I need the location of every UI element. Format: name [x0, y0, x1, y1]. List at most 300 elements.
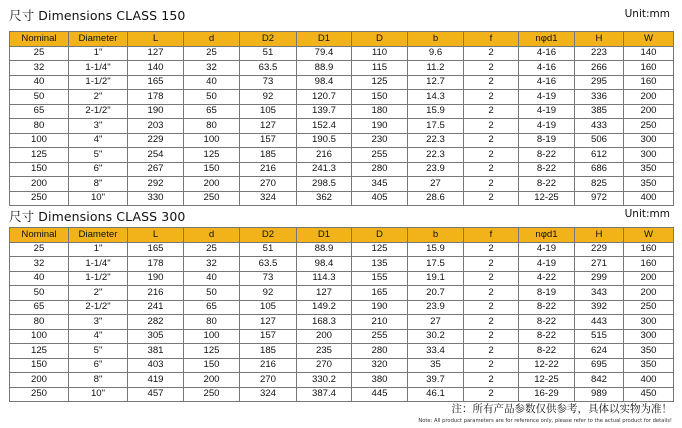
- table-cell: 19.1: [408, 271, 464, 286]
- column-header: Nominal: [10, 32, 69, 47]
- table-cell: 989: [575, 387, 624, 402]
- table-cell: 405: [352, 191, 408, 206]
- table-cell: 73: [240, 271, 297, 286]
- table-cell: 125: [184, 344, 240, 359]
- table-cell: 350: [624, 177, 674, 192]
- table-cell: 200: [624, 104, 674, 119]
- table-cell: 10": [69, 387, 128, 402]
- table-cell: 2: [464, 191, 519, 206]
- table-cell: 1-1/2": [69, 271, 128, 286]
- table-cell: 350: [624, 344, 674, 359]
- table-cell: 2: [464, 177, 519, 192]
- table-cell: 63.5: [240, 61, 297, 76]
- table-cell: 254: [128, 148, 184, 163]
- table-cell: 345: [352, 177, 408, 192]
- column-header: L: [128, 32, 184, 47]
- table-cell: 100: [184, 329, 240, 344]
- table-cell: 27: [408, 315, 464, 330]
- table-cell: 343: [575, 286, 624, 301]
- table-cell: 300: [624, 329, 674, 344]
- table-cell: 292: [128, 177, 184, 192]
- table-cell: 506: [575, 133, 624, 148]
- column-header: D2: [240, 32, 297, 47]
- table-cell: 51: [240, 46, 297, 61]
- column-header: f: [464, 32, 519, 47]
- table-cell: 88.9: [297, 61, 352, 76]
- table-cell: 270: [240, 177, 297, 192]
- table-cell: 160: [624, 61, 674, 76]
- table-cell: 92: [240, 286, 297, 301]
- table-row: [10, 148, 674, 163]
- class-300-title: 尺寸 Dimensions CLASS 300: [9, 209, 186, 224]
- table-cell: 330.2: [297, 373, 352, 388]
- table-cell: 20.7: [408, 286, 464, 301]
- table-cell: 157: [240, 329, 297, 344]
- table-cell: 4": [69, 329, 128, 344]
- table-cell: 35: [408, 358, 464, 373]
- table-cell: 28.6: [408, 191, 464, 206]
- table-cell: 8-19: [519, 286, 575, 301]
- table-cell: 50: [184, 90, 240, 105]
- table-cell: 2: [464, 358, 519, 373]
- table-cell: 8-19: [519, 133, 575, 148]
- class-150-title: 尺寸 Dimensions CLASS 150: [9, 8, 186, 23]
- table-cell: 2: [464, 373, 519, 388]
- table-cell: 127: [297, 286, 352, 301]
- table-row: [10, 191, 674, 206]
- table-cell: 63.5: [240, 257, 297, 272]
- table-cell: 229: [128, 133, 184, 148]
- table-cell: 2: [464, 61, 519, 76]
- column-header: H: [575, 32, 624, 47]
- table-cell: 255: [352, 148, 408, 163]
- table-cell: 180: [352, 104, 408, 119]
- table-cell: 190: [352, 119, 408, 134]
- table-cell: 403: [128, 358, 184, 373]
- table-cell: 2: [464, 90, 519, 105]
- table-cell: 8": [69, 373, 128, 388]
- table-row: [10, 119, 674, 134]
- column-header: L: [128, 228, 184, 243]
- column-header: d: [184, 228, 240, 243]
- table-cell: 32: [184, 257, 240, 272]
- table-cell: 267: [128, 162, 184, 177]
- table-cell: 443: [575, 315, 624, 330]
- table-cell: 1-1/2": [69, 75, 128, 90]
- table-row: [10, 242, 674, 257]
- table-cell: 22.3: [408, 133, 464, 148]
- table-cell: 400: [624, 373, 674, 388]
- table-row: [10, 133, 674, 148]
- column-header: Nominal: [10, 228, 69, 243]
- table-cell: 250: [184, 191, 240, 206]
- table-cell: 12-25: [519, 373, 575, 388]
- table-cell: 4-16: [519, 75, 575, 90]
- table-row: [10, 387, 674, 402]
- table-cell: 387.4: [297, 387, 352, 402]
- table-cell: 200: [624, 286, 674, 301]
- table-row: [10, 177, 674, 192]
- table-cell: 300: [624, 133, 674, 148]
- table-cell: 80: [10, 119, 69, 134]
- table-cell: 127: [240, 119, 297, 134]
- table-cell: 203: [128, 119, 184, 134]
- table-cell: 229: [575, 242, 624, 257]
- column-header: D1: [297, 228, 352, 243]
- table-cell: 612: [575, 148, 624, 163]
- table-cell: 400: [624, 191, 674, 206]
- table-cell: 65: [10, 104, 69, 119]
- table-cell: 362: [297, 191, 352, 206]
- table-cell: 100: [184, 133, 240, 148]
- table-cell: 299: [575, 271, 624, 286]
- table-cell: 149.2: [297, 300, 352, 315]
- table-cell: 200: [10, 177, 69, 192]
- table-cell: 114.3: [297, 271, 352, 286]
- column-header: D: [352, 228, 408, 243]
- table-cell: 300: [624, 148, 674, 163]
- table-row: [10, 373, 674, 388]
- table-row: [10, 300, 674, 315]
- table-cell: 842: [575, 373, 624, 388]
- table-cell: 280: [352, 344, 408, 359]
- table-cell: 1-1/4": [69, 257, 128, 272]
- table-cell: 230: [352, 133, 408, 148]
- table-cell: 324: [240, 387, 297, 402]
- table-cell: 15.9: [408, 242, 464, 257]
- table-cell: 385: [575, 104, 624, 119]
- table-cell: 2: [464, 257, 519, 272]
- table-cell: 4": [69, 133, 128, 148]
- table-cell: 155: [352, 271, 408, 286]
- table-cell: 8-22: [519, 300, 575, 315]
- table-cell: 4-19: [519, 257, 575, 272]
- table-cell: 127: [128, 46, 184, 61]
- table-cell: 33.4: [408, 344, 464, 359]
- table-cell: 2: [464, 46, 519, 61]
- table-cell: 8-22: [519, 162, 575, 177]
- table-cell: 1": [69, 46, 128, 61]
- table-cell: 115: [352, 61, 408, 76]
- disclaimer-note: 注：所有产品参数仅供参考，具体以实物为准！: [451, 403, 672, 415]
- table-cell: 457: [128, 387, 184, 402]
- table-cell: 98.4: [297, 257, 352, 272]
- table-cell: 100: [10, 329, 69, 344]
- table-cell: 419: [128, 373, 184, 388]
- table-cell: 127: [240, 315, 297, 330]
- table-cell: 295: [575, 75, 624, 90]
- table-cell: 165: [128, 242, 184, 257]
- table-cell: 32: [184, 61, 240, 76]
- table-cell: 2: [464, 148, 519, 163]
- table-cell: 15.9: [408, 104, 464, 119]
- table-cell: 157: [240, 133, 297, 148]
- table-cell: 4-19: [519, 242, 575, 257]
- table-cell: 515: [575, 329, 624, 344]
- table-cell: 216: [240, 358, 297, 373]
- table-cell: 150: [10, 162, 69, 177]
- table-cell: 270: [297, 358, 352, 373]
- column-header: H: [575, 228, 624, 243]
- table-cell: 255: [352, 329, 408, 344]
- table-cell: 298.5: [297, 177, 352, 192]
- column-header: b: [408, 228, 464, 243]
- table-cell: 165: [128, 75, 184, 90]
- table-cell: 2: [464, 344, 519, 359]
- table-row: [10, 46, 674, 61]
- table-cell: 250: [10, 387, 69, 402]
- table-row: [10, 344, 674, 359]
- table-cell: 17.5: [408, 257, 464, 272]
- table-cell: 23.9: [408, 300, 464, 315]
- table-cell: 282: [128, 315, 184, 330]
- table-cell: 135: [352, 257, 408, 272]
- table-cell: 235: [297, 344, 352, 359]
- table-cell: 350: [624, 162, 674, 177]
- table-row: [10, 358, 674, 373]
- table-cell: 50: [10, 286, 69, 301]
- table-cell: 80: [10, 315, 69, 330]
- table-cell: 2: [464, 315, 519, 330]
- table-cell: 32: [10, 61, 69, 76]
- table-cell: 250: [10, 191, 69, 206]
- column-header: W: [624, 228, 674, 243]
- table-cell: 152.4: [297, 119, 352, 134]
- table-cell: 825: [575, 177, 624, 192]
- table-cell: 392: [575, 300, 624, 315]
- table-cell: 4-16: [519, 46, 575, 61]
- column-header: Diameter: [69, 32, 128, 47]
- table-cell: 4-19: [519, 104, 575, 119]
- table-cell: 98.4: [297, 75, 352, 90]
- table-cell: 445: [352, 387, 408, 402]
- table-cell: 4-22: [519, 271, 575, 286]
- table-cell: 40: [10, 75, 69, 90]
- table-cell: 105: [240, 300, 297, 315]
- table-cell: 241.3: [297, 162, 352, 177]
- table-cell: 12.7: [408, 75, 464, 90]
- table-cell: 50: [10, 90, 69, 105]
- table-cell: 3": [69, 119, 128, 134]
- table-cell: 160: [624, 257, 674, 272]
- table-cell: 2: [464, 300, 519, 315]
- table-cell: 2: [464, 387, 519, 402]
- table-cell: 150: [184, 358, 240, 373]
- table-row: [10, 104, 674, 119]
- table-cell: 11.2: [408, 61, 464, 76]
- table-cell: 4-19: [519, 90, 575, 105]
- table-cell: 178: [128, 90, 184, 105]
- table-cell: 12-22: [519, 358, 575, 373]
- table-cell: 165: [352, 286, 408, 301]
- column-header: W: [624, 32, 674, 47]
- table-cell: 4-19: [519, 119, 575, 134]
- table-cell: 686: [575, 162, 624, 177]
- column-header: Diameter: [69, 228, 128, 243]
- table-cell: 2: [464, 286, 519, 301]
- table-cell: 433: [575, 119, 624, 134]
- table-cell: 336: [575, 90, 624, 105]
- table-cell: 2-1/2": [69, 104, 128, 119]
- table-cell: 51: [240, 242, 297, 257]
- column-header: d: [184, 32, 240, 47]
- table-row: [10, 315, 674, 330]
- table-cell: 32: [10, 257, 69, 272]
- table-cell: 5": [69, 344, 128, 359]
- table-cell: 88.9: [297, 242, 352, 257]
- table-cell: 190: [128, 271, 184, 286]
- table-cell: 25: [10, 46, 69, 61]
- table-cell: 23.9: [408, 162, 464, 177]
- table-row: [10, 61, 674, 76]
- table-cell: 266: [575, 61, 624, 76]
- table-cell: 2": [69, 90, 128, 105]
- table-cell: 178: [128, 257, 184, 272]
- table-row: [10, 257, 674, 272]
- table-row: [10, 286, 674, 301]
- column-header: f: [464, 228, 519, 243]
- table-cell: 2: [464, 329, 519, 344]
- table-cell: 2: [464, 271, 519, 286]
- table-cell: 22.3: [408, 148, 464, 163]
- table-cell: 241: [128, 300, 184, 315]
- column-header: nφd1: [519, 228, 575, 243]
- table-cell: 6": [69, 162, 128, 177]
- table-cell: 110: [352, 46, 408, 61]
- table-cell: 200: [624, 90, 674, 105]
- table-cell: 40: [184, 271, 240, 286]
- column-header: D: [352, 32, 408, 47]
- table-cell: 190: [352, 300, 408, 315]
- table-cell: 216: [128, 286, 184, 301]
- table-cell: 216: [240, 162, 297, 177]
- table-cell: 450: [624, 387, 674, 402]
- table-cell: 1-1/4": [69, 61, 128, 76]
- class-300-unit: Unit:mm: [624, 208, 670, 220]
- table-cell: 125: [352, 242, 408, 257]
- table-cell: 324: [240, 191, 297, 206]
- table-cell: 79.4: [297, 46, 352, 61]
- table-cell: 190.5: [297, 133, 352, 148]
- table-cell: 65: [10, 300, 69, 315]
- table-cell: 125: [352, 75, 408, 90]
- table-cell: 73: [240, 75, 297, 90]
- table-cell: 160: [624, 242, 674, 257]
- class-150-unit: Unit:mm: [624, 8, 670, 20]
- table-row: [10, 75, 674, 90]
- table-cell: 12-25: [519, 191, 575, 206]
- table-cell: 92: [240, 90, 297, 105]
- table-cell: 17.5: [408, 119, 464, 134]
- table-cell: 2: [464, 104, 519, 119]
- table-cell: 140: [128, 61, 184, 76]
- table-cell: 250: [624, 119, 674, 134]
- table-cell: 8": [69, 177, 128, 192]
- table-cell: 350: [624, 358, 674, 373]
- table-cell: 185: [240, 148, 297, 163]
- table-row: [10, 90, 674, 105]
- table-cell: 223: [575, 46, 624, 61]
- table-cell: 160: [624, 75, 674, 90]
- column-header: b: [408, 32, 464, 47]
- table-cell: 140: [624, 46, 674, 61]
- table-cell: 320: [352, 358, 408, 373]
- table-cell: 120.7: [297, 90, 352, 105]
- table-cell: 125: [184, 148, 240, 163]
- disclaimer-note-english: Note: All product parameters are for reference only, please refer to the actual product for details!: [418, 418, 672, 424]
- table-cell: 381: [128, 344, 184, 359]
- table-header-row: [10, 228, 674, 243]
- table-cell: 105: [240, 104, 297, 119]
- table-cell: 2: [464, 162, 519, 177]
- table-cell: 50: [184, 286, 240, 301]
- table-cell: 25: [10, 242, 69, 257]
- table-cell: 300: [624, 315, 674, 330]
- table-cell: 14.3: [408, 90, 464, 105]
- table-cell: 2: [464, 242, 519, 257]
- table-cell: 150: [10, 358, 69, 373]
- class-150-table: [9, 31, 674, 206]
- column-header: D2: [240, 228, 297, 243]
- table-cell: 250: [184, 387, 240, 402]
- table-cell: 200: [624, 271, 674, 286]
- table-cell: 39.7: [408, 373, 464, 388]
- table-header-row: [10, 32, 674, 47]
- table-cell: 150: [352, 90, 408, 105]
- table-cell: 210: [352, 315, 408, 330]
- class-300-table: [9, 227, 674, 402]
- table-row: [10, 329, 674, 344]
- table-cell: 3": [69, 315, 128, 330]
- table-cell: 5": [69, 148, 128, 163]
- table-cell: 27: [408, 177, 464, 192]
- table-cell: 305: [128, 329, 184, 344]
- column-header: nφd1: [519, 32, 575, 47]
- table-cell: 2-1/2": [69, 300, 128, 315]
- table-cell: 30.2: [408, 329, 464, 344]
- table-cell: 125: [10, 148, 69, 163]
- table-cell: 8-22: [519, 329, 575, 344]
- table-cell: 4-16: [519, 61, 575, 76]
- table-cell: 8-22: [519, 315, 575, 330]
- table-cell: 139.7: [297, 104, 352, 119]
- table-cell: 624: [575, 344, 624, 359]
- table-cell: 200: [184, 177, 240, 192]
- table-cell: 190: [128, 104, 184, 119]
- table-cell: 2: [464, 75, 519, 90]
- table-cell: 380: [352, 373, 408, 388]
- table-cell: 185: [240, 344, 297, 359]
- column-header: D1: [297, 32, 352, 47]
- table-cell: 25: [184, 242, 240, 257]
- table-cell: 250: [624, 300, 674, 315]
- table-cell: 125: [10, 344, 69, 359]
- table-cell: 2": [69, 286, 128, 301]
- table-cell: 25: [184, 46, 240, 61]
- table-cell: 8-22: [519, 344, 575, 359]
- table-cell: 150: [184, 162, 240, 177]
- table-cell: 270: [240, 373, 297, 388]
- table-cell: 10": [69, 191, 128, 206]
- table-cell: 200: [10, 373, 69, 388]
- table-cell: 100: [10, 133, 69, 148]
- table-cell: 65: [184, 104, 240, 119]
- table-cell: 40: [184, 75, 240, 90]
- table-cell: 280: [352, 162, 408, 177]
- table-cell: 168.3: [297, 315, 352, 330]
- table-cell: 330: [128, 191, 184, 206]
- table-cell: 40: [10, 271, 69, 286]
